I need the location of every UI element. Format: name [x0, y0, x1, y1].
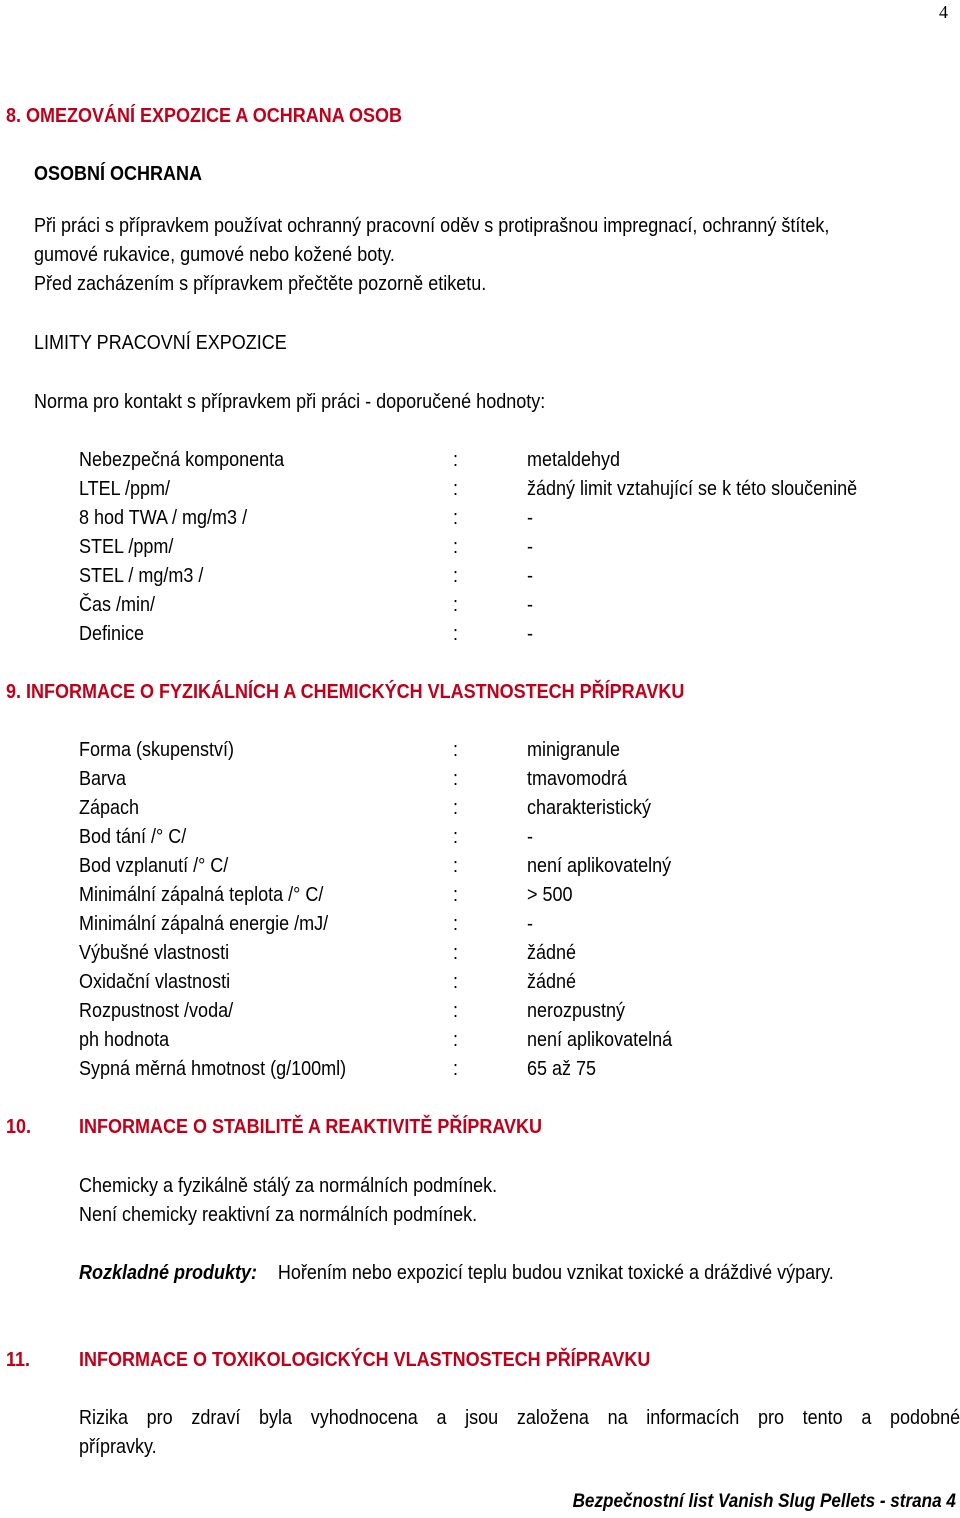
property-separator: :: [453, 768, 459, 790]
property-separator: :: [453, 1029, 459, 1051]
section-10-number: 10.: [6, 1116, 32, 1138]
property-label: Zápach: [79, 797, 140, 819]
limit-value: -: [527, 507, 534, 529]
property-value: minigranule: [527, 739, 621, 761]
property-separator: :: [453, 884, 459, 906]
limit-value: žádný limit vztahující se k této sloučenině: [527, 478, 858, 500]
limit-value: -: [527, 565, 534, 587]
property-label: Oxidační vlastnosti: [79, 971, 231, 993]
property-label: Forma (skupenství): [79, 739, 235, 761]
property-separator: :: [453, 1000, 459, 1022]
stability-line-2: Není chemicky reaktivní za normálních podmínek.: [79, 1204, 478, 1226]
property-value: > 500: [527, 884, 573, 906]
limit-label: Čas /min/: [79, 594, 156, 616]
property-separator: :: [453, 826, 459, 848]
property-value: -: [527, 913, 534, 935]
toxicology-text-line-1: Rizika pro zdraví byla vyhodnocena a jsou založena na informacích pro tento a podobné: [79, 1407, 960, 1429]
page-number: 4: [939, 2, 948, 22]
personal-protection-heading: OSOBNÍ OCHRANA: [34, 163, 203, 185]
section-11-number: 11.: [6, 1349, 31, 1371]
limit-separator: :: [453, 449, 459, 471]
page-footer: Bezpečnostní list Vanish Slug Pellets - strana 4: [572, 1491, 956, 1512]
limit-separator: :: [453, 594, 459, 616]
toxicology-text-line-2: přípravky.: [79, 1436, 157, 1458]
limit-separator: :: [453, 507, 459, 529]
limit-value: -: [527, 594, 534, 616]
section-11-title: INFORMACE O TOXIKOLOGICKÝCH VLASTNOSTECH PŘÍPRAVKU: [79, 1349, 651, 1371]
property-separator: :: [453, 855, 459, 877]
limit-label: Definice: [79, 623, 145, 645]
property-value: není aplikovatelná: [527, 1029, 673, 1051]
property-label: Bod vzplanutí /° C/: [79, 855, 229, 877]
section-9-heading: 9. INFORMACE O FYZIKÁLNÍCH A CHEMICKÝCH VLASTNOSTECH PŘÍPRAVKU: [6, 681, 685, 703]
section-10-title: INFORMACE O STABILITĚ A REAKTIVITĚ PŘÍPRAVKU: [79, 1116, 543, 1138]
property-separator: :: [453, 1058, 459, 1080]
property-value: žádné: [527, 942, 577, 964]
limit-label: LTEL /ppm/: [79, 478, 171, 500]
property-separator: :: [453, 971, 459, 993]
property-value: tmavomodrá: [527, 768, 628, 790]
property-value: charakteristický: [527, 797, 652, 819]
exposure-limits-heading: LIMITY PRACOVNÍ EXPOZICE: [34, 332, 287, 354]
decomposition-products: [79, 1261, 918, 1285]
limit-separator: :: [453, 565, 459, 587]
limit-label: 8 hod TWA / mg/m3 /: [79, 507, 248, 529]
property-label: Minimální zápalná energie /mJ/: [79, 913, 329, 935]
limit-value: metaldehyd: [527, 449, 621, 471]
property-label: Barva: [79, 768, 127, 790]
property-separator: :: [453, 739, 459, 761]
limit-separator: :: [453, 536, 459, 558]
section-8-heading: 8. OMEZOVÁNÍ EXPOZICE A OCHRANA OSOB: [6, 105, 403, 127]
property-separator: :: [453, 942, 459, 964]
limit-label: Nebezpečná komponenta: [79, 449, 285, 471]
personal-text-line-2: gumové rukavice, gumové nebo kožené boty.: [34, 244, 395, 266]
property-value: není aplikovatelný: [527, 855, 672, 877]
property-separator: :: [453, 913, 459, 935]
limit-label: STEL /ppm/: [79, 536, 174, 558]
property-label: Rozpustnost /voda/: [79, 1000, 234, 1022]
property-value: 65 až 75: [527, 1058, 597, 1080]
property-label: Minimální zápalná teplota /° C/: [79, 884, 324, 906]
limit-separator: :: [453, 478, 459, 500]
limit-value: -: [527, 536, 534, 558]
limit-label: STEL / mg/m3 /: [79, 565, 204, 587]
property-label: Bod tání /° C/: [79, 826, 187, 848]
stability-line-1: Chemicky a fyzikálně stálý za normálních podmínek.: [79, 1175, 498, 1197]
decomposition-text: Hořením nebo expozicí teplu budou vznikat toxické a dráždivé výpary.: [277, 1262, 834, 1284]
limit-value: -: [527, 623, 534, 645]
limits-intro: Norma pro kontakt s přípravkem při práci - doporučené hodnoty:: [34, 391, 546, 413]
property-label: Sypná měrná hmotnost (g/100ml): [79, 1058, 347, 1080]
limit-separator: :: [453, 623, 459, 645]
personal-text-line-3: Před zacházením s přípravkem přečtěte pozorně etiketu.: [34, 273, 487, 295]
property-value: žádné: [527, 971, 577, 993]
property-value: -: [527, 826, 534, 848]
property-separator: :: [453, 797, 459, 819]
property-label: Výbušné vlastnosti: [79, 942, 230, 964]
personal-text-line-1: Při práci s přípravkem používat ochranný pracovní oděv s protiprašnou impregnací, ochranný štítek,: [34, 215, 830, 237]
decomposition-label: Rozkladné produkty:: [79, 1262, 258, 1284]
property-value: nerozpustný: [527, 1000, 626, 1022]
property-label: ph hodnota: [79, 1029, 170, 1051]
